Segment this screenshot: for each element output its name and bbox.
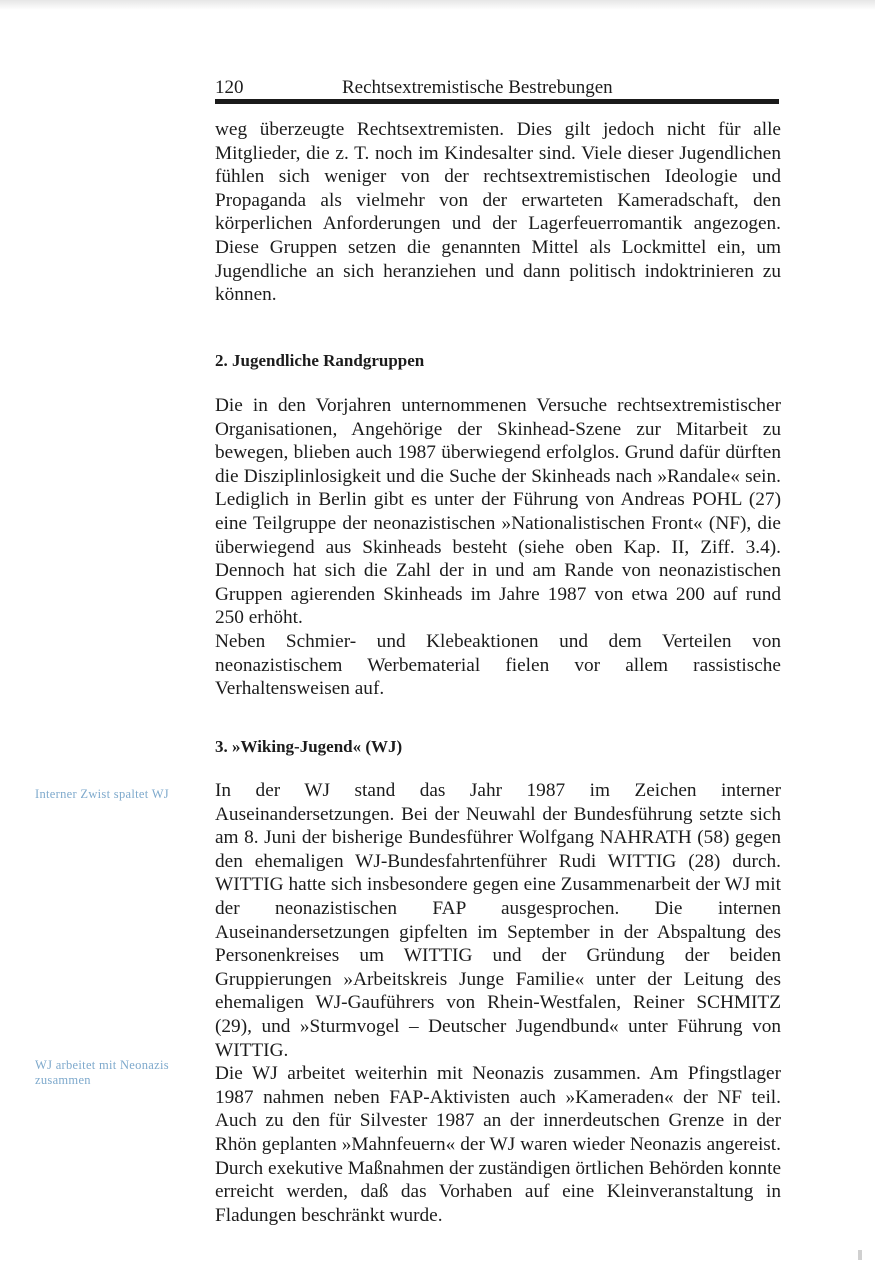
page-number: 120 bbox=[215, 77, 244, 98]
margin-note-cooperation: WJ arbeitet mit Neonazis zusammen bbox=[35, 1058, 169, 1087]
section-2-body bbox=[215, 394, 781, 701]
section-3-paragraph-2: Die WJ arbeitet weiterhin mit Neonazis zusammen. Am Pfingstlager 1987 nahmen neben FAP-Aktivisten auch »Kameraden« der NF teil. Auch zu den für Silvester 1987 an der innerdeutschen Grenze in der Rhön geplanten »Mahnfeuern« der WJ waren wieder Neonazis angereist. Durch exekutive Maßnahmen der zuständigen örtlichen Behörden konnte erreicht werden, daß das Vorhaben auf eine Kleinveranstaltung in Fladungen beschränkt wurde. bbox=[215, 1063, 781, 1226]
margin-note-internal-conflict: Interner Zwist spaltet WJ bbox=[35, 787, 169, 801]
section-2-paragraph-2: Neben Schmier- und Klebeaktionen und dem Verteilen von neonazistischem Werbematerial fielen vor allem rassistische Verhaltensweisen auf. bbox=[215, 630, 781, 700]
scan-edge bbox=[0, 0, 875, 10]
section-2-heading: 2. Jugendliche Randgruppen bbox=[215, 351, 425, 370]
section-2-paragraph-1: Die in den Vorjahren unternommenen Versuche rechtsextremistischer Organisationen, Angehörige der Skinhead-Szene zur Mitarbeit zu bewegen, blieben auch 1987 überwiegend erfolglos. Grund dafür dürften die Disziplinlosigkeit und die Suche der Skinheads nach »Randale« sein. Lediglich in Berlin gibt es unter der Führung von Andreas POHL (27) eine Teilgruppe der neonazistischen »Nationalistischen Front« (NF), die überwiegend aus Skinheads besteht (siehe oben Kap. II, Ziff. 3.4). Dennoch hat sich die Zahl der in und am Rande von neonazistischen Gruppen agierenden Skinheads im Jahre 1987 von etwa 200 auf rund 250 erhöht. bbox=[215, 395, 781, 629]
scan-corner-mark bbox=[858, 1250, 862, 1260]
running-title: Rechtsextremistische Bestrebungen bbox=[342, 77, 613, 98]
header-rule bbox=[215, 99, 779, 104]
section-3-heading: 3. »Wiking-Jugend« (WJ) bbox=[215, 737, 403, 756]
page-header bbox=[215, 74, 779, 102]
intro-paragraph: weg überzeugte Rechtsextremisten. Dies gilt jedoch nicht für alle Mitglieder, die z. T. noch im Kindesalter sind. Viele dieser Jugendlichen fühlen sich weniger von der rechtsextremistischen Ideologie und Propaganda als vielmehr von der erwarteten Kameradschaft, den körperlichen Anforderungen und der Lagerfeuerromantik angezogen. Diese Gruppen setzen die genannten Mittel als Lockmittel ein, um Jugendliche an sich heranziehen und dann politisch indoktrinieren zu können. bbox=[215, 119, 781, 306]
intro-paragraph-block bbox=[215, 118, 781, 307]
section-3-body bbox=[215, 779, 781, 1227]
section-3-paragraph-1: In der WJ stand das Jahr 1987 im Zeichen interner Auseinandersetzungen. Bei der Neuwahl der Bundesführung setzte sich am 8. Juni der bisherige Bundesführer Wolfgang NAHRATH (58) gegen den ehemaligen WJ-Bundesfahrtenführer Rudi WITTIG (28) durch. WITTIG hatte sich insbesondere gegen eine Zusammenarbeit der WJ mit der neonazistischen FAP ausgesprochen. Die internen Auseinandersetzungen gipfelten im September in der Abspaltung des Personenkreises um WITTIG und der Gründung der beiden Gruppierungen »Arbeitskreis Junge Familie« unter der Leitung des ehemaligen WJ-Gauführers von Rhein-Westfalen, Reiner SCHMITZ (29), und »Sturmvogel – Deutscher Jugendbund« unter Führung von WITTIG. bbox=[215, 780, 781, 1061]
